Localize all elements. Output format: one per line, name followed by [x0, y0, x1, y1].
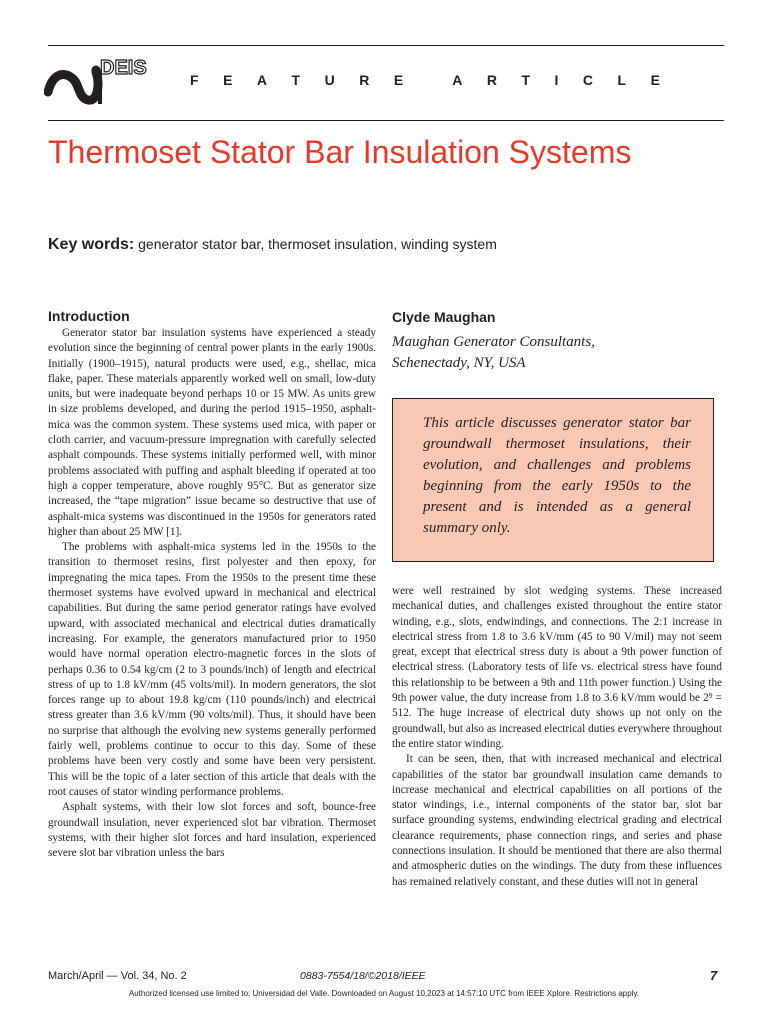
body-paragraph: Generator stator bar insulation systems have experienced a steady evolution since the beginning of central power plants in the early 1900s. Initially (1900–1915), natural products were used, e.g., shellac, mica flake, paper. These materials apparently worked well on small, low-duty units, but were inadequate beyond perhaps 10 or 15 MW. As units grew in size problems developed, and during the period 1915–1950, asphalt-mica was the common system. These systems used mica, with paper or cloth carrier, and vacuum-pressure impregnation with carefully selected asphalt compounds. These systems initially performed well, with minor problems associated with puffing and asphalt bleeding if operated at too high a copper temperature, above roughly 95°C. But as generator size increased, the “tape migration” issue became so destructive that use of asphalt-mica systems was discontinued in the 1950s for generators rated higher than about 25 MW [1].: [48, 327, 376, 538]
feature-letter: R: [359, 72, 370, 88]
header-bottom-rule: [48, 120, 724, 121]
feature-letter: C: [582, 72, 594, 88]
keywords-list: generator stator bar, thermoset insulation, winding system: [138, 236, 497, 252]
feature-letter: F: [190, 72, 199, 88]
footer-issn: 0883-7554/18/©2018/IEEE: [300, 970, 426, 982]
left-column-body: [48, 326, 376, 861]
feature-letter: I: [554, 72, 559, 88]
license-notice: Authorized licensed use limited to: Universidad del Valle. Downloaded on August 10,2023 at 14:57:10 UTC from IEEE Xplore. Restrictions apply.: [128, 989, 640, 998]
deis-logo: [44, 54, 152, 110]
feature-letter: T: [521, 72, 530, 88]
abstract-box: [392, 398, 714, 562]
feature-article-label: [190, 72, 660, 88]
section-heading-introduction: Introduction: [48, 308, 130, 324]
body-paragraph: were well restrained by slot wedging systems. These increased mechanical duties, and challenges existed throughout the entire stator winding, e.g., slots, endwindings, and connections. The 2:1 increase in electrical stress from 1.8 to 3.6 kV/mm (45 to 90 V/mil) may not seem great, except that electrical stress duty is about a 9th power function of electrical stress. (Laboratory tests of life vs. electrical stress have found this relationship to be between a 9th and 11th power function.) Using the 9th power value, the duty increase from 1.8 to 3.6 kV/mm would be 2⁹ = 512. The huge increase of electrical duty shows up not only on the groundwall, but also as increased electrical duties everywhere throughout the entire stator winding.: [392, 585, 722, 750]
feature-letter: E: [223, 72, 233, 88]
page-number: 7: [710, 968, 718, 983]
deis-logo-text: DEIS: [100, 57, 147, 79]
author-name: Clyde Maughan: [392, 309, 496, 325]
header-top-rule: [48, 45, 724, 46]
feature-letter: L: [617, 72, 627, 88]
feature-letter: E: [393, 72, 404, 88]
feature-letter: A: [452, 72, 463, 88]
right-column-body: [392, 584, 722, 890]
feature-letter: T: [291, 72, 301, 88]
deis-logo-graphic: [44, 54, 152, 110]
feature-letter: E: [650, 72, 660, 88]
feature-letter: A: [256, 72, 268, 88]
keywords-line: [48, 236, 688, 254]
author-affiliation: [392, 332, 712, 374]
body-paragraph: It can be seen, then, that with increased mechanical and electrical capabilities of the stator bar groundwall insulation came demands to increase mechanical and electrical capabilities on all portions of the stator windings, i.e., internal components of the stator bar, slot bar surface grounding systems, endwinding electrical grading and electrical clearance requirements, phase connection rings, and series and phase connections insulation. It should be mentioned that there are also thermal and atmospheric duties on the windings. The duty from these influences has remained relatively constant, and these duties will not in general: [392, 753, 722, 888]
affiliation-line: Schenectady, NY, USA: [392, 355, 526, 371]
body-paragraph: Asphalt systems, with their low slot forces and soft, bounce-free groundwall insulation, never experienced slot bar vibration. Thermoset systems, with their higher slot forces and hard insulation, experienced severe slot bar vibration unless the bars: [48, 801, 376, 860]
keywords-label: Key words:: [48, 236, 135, 253]
footer-issue: March/April — Vol. 34, No. 2: [48, 970, 187, 982]
article-title: Thermoset Stator Bar Insulation Systems: [48, 134, 632, 170]
left-column: [48, 308, 376, 861]
feature-letter: R: [486, 72, 497, 88]
feature-letter: U: [324, 72, 335, 88]
abstract-text: This article discusses generator stator bar groundwall thermoset insulations, their evolution, and challenges and problems beginning from the early 1950s to the present and is intended as a general summary only.: [423, 415, 691, 536]
body-paragraph: The problems with asphalt-mica systems led in the 1950s to the transition to thermoset resins, first polyester and then epoxy, for impregnating the mica tapes. From the 1950s to the present time these thermoset systems have evolved upward in mechanical and electrical capabilities. But during the same period generator ratings have evolved upward, with associated mechanical and electrical duties dramatically increasing. For example, the generators manufactured prior to 1950 would have normal operation electro-magnetic forces in the slots of perhaps 0.36 to 0.54 kg/cm (2 to 3 pounds/inch) of length and electrical stress of up to 1.8 kV/mm (45 volts/mil). In modern generators, the slot forces range up to about 19.8 kg/cm (110 pounds/inch) and electrical stress greater than 3.6 kV/mm (90 volts/mil). Thus, it should have been no surprise that although the evolving new systems generally performed fairly well, problems continue to occur to this day. Some of these problems have been very costly and some have been very persistent. This will be the topic of a later section of this article that deals with the root causes of stator winding performance problems.: [48, 541, 376, 798]
affiliation-line: Maughan Generator Consultants,: [392, 334, 595, 350]
